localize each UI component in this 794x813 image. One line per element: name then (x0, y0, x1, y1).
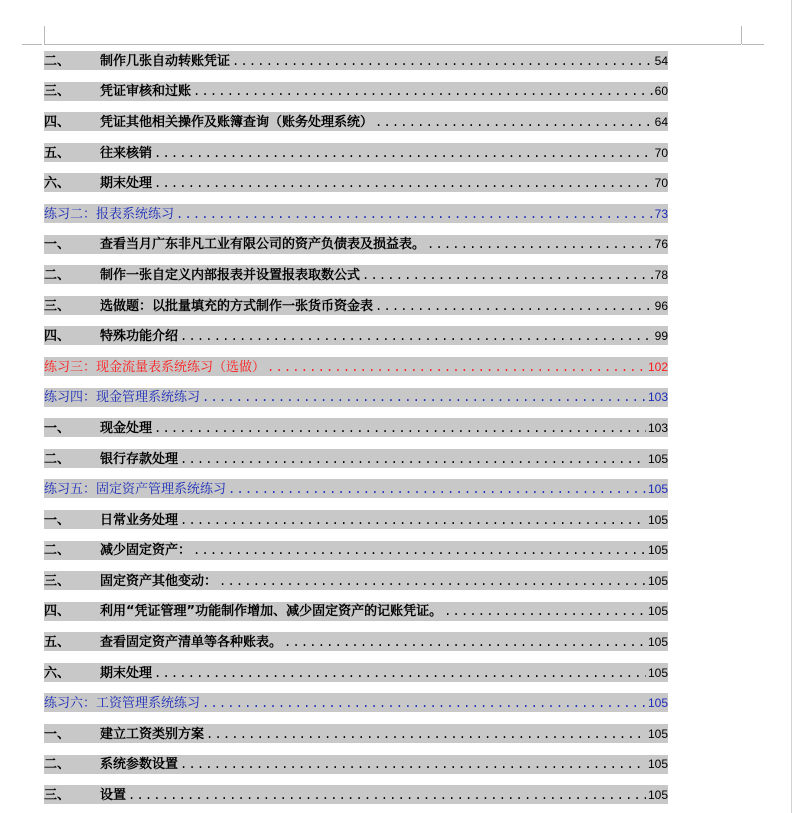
toc-entry-page-number: 105 (647, 604, 668, 619)
dot-leader (180, 327, 653, 346)
toc-entry-title: 练习三：现金流量表系统练习（选做） (44, 359, 266, 375)
toc-entry-title: 日常业务处理 (100, 512, 179, 528)
dot-leader (206, 725, 646, 744)
toc-entry[interactable] (44, 231, 668, 262)
toc-entry[interactable] (44, 139, 668, 170)
dot-leader (444, 602, 646, 621)
table-of-contents (44, 47, 668, 812)
toc-entry[interactable] (44, 537, 668, 568)
toc-entry-page-number: 73 (654, 206, 668, 221)
toc-entry-title: 期末处理 (100, 176, 153, 192)
dot-leader (202, 694, 646, 713)
toc-entry-page-number: 96 (654, 298, 668, 313)
dot-leader (219, 572, 646, 591)
toc-entry-number: 二、 (44, 757, 71, 773)
header-margin-line-left (22, 44, 42, 45)
toc-entry-page-number: 105 (647, 726, 668, 741)
toc-entry-title: 练习五：固定资产管理系统练习 (44, 482, 227, 498)
toc-entry-title: 凭证其他相关操作及账簿查询（账务处理系统） (100, 114, 374, 130)
dot-leader (180, 450, 646, 469)
dot-leader (154, 144, 653, 163)
toc-entry-page-number: 76 (654, 237, 668, 252)
dot-leader (193, 82, 653, 101)
toc-entry-title: 特殊功能介绍 (100, 329, 179, 345)
toc-entry-title: 银行存款处理 (100, 451, 179, 467)
toc-entry[interactable] (44, 108, 668, 139)
toc-entry-title: 练习二：报表系统练习 (44, 206, 175, 222)
toc-entry-title: 建立工资类别方案 (100, 726, 205, 742)
dot-leader (180, 755, 646, 774)
toc-entry-title: 查看当月广东非凡工业有限公司的资产负债表及损益表。 (100, 237, 426, 253)
toc-entry-number: 一、 (44, 237, 71, 253)
toc-entry-title: 练习四：现金管理系统练习 (44, 390, 201, 406)
toc-entry-number: 五、 (44, 145, 71, 161)
toc-entry-title: 查看固定资产清单等各种账表。 (100, 635, 283, 651)
toc-entry[interactable] (44, 628, 668, 659)
toc-entry-title: 练习六：工资管理系统练习 (44, 696, 201, 712)
toc-entry[interactable] (44, 506, 668, 537)
toc-entry-number: 一、 (44, 512, 71, 528)
toc-entry-title: 现金处理 (100, 420, 153, 436)
dot-leader (375, 113, 653, 132)
toc-entry[interactable] (44, 414, 668, 445)
toc-entry[interactable] (44, 78, 668, 109)
toc-entry-title: 固定资产其他变动： (100, 573, 218, 589)
toc-entry[interactable] (44, 353, 668, 384)
toc-entry-page-number: 105 (647, 757, 668, 772)
toc-entry-title: 系统参数设置 (100, 757, 179, 773)
toc-entry[interactable] (44, 292, 668, 323)
toc-entry-number: 三、 (44, 298, 71, 314)
toc-entry-page-number: 78 (654, 267, 668, 282)
toc-entry[interactable] (44, 659, 668, 690)
toc-entry[interactable] (44, 720, 668, 751)
toc-entry-page-number: 102 (647, 359, 668, 374)
toc-entry[interactable] (44, 445, 668, 476)
toc-entry-page-number: 70 (654, 176, 668, 191)
toc-entry-number: 二、 (44, 267, 71, 283)
toc-entry[interactable] (44, 169, 668, 200)
dot-leader (284, 633, 646, 652)
toc-entry-number: 一、 (44, 726, 71, 742)
toc-entry-number: 四、 (44, 604, 71, 620)
toc-entry-number: 二、 (44, 543, 71, 559)
toc-entry[interactable] (44, 475, 668, 506)
dot-leader (375, 297, 653, 316)
toc-entry-page-number: 105 (647, 512, 668, 527)
dot-leader (267, 358, 646, 377)
dot-leader (362, 266, 653, 285)
toc-entry[interactable] (44, 567, 668, 598)
toc-entry-title: 制作一张自定义内部报表并设置报表取数公式 (100, 267, 361, 283)
toc-entry-page-number: 105 (647, 696, 668, 711)
toc-entry-page-number: 64 (654, 114, 668, 129)
toc-entry-number: 一、 (44, 420, 71, 436)
toc-entry-title: 减少固定资产： (100, 543, 192, 559)
toc-entry[interactable] (44, 47, 668, 78)
crop-mark-right (741, 26, 742, 44)
toc-entry-page-number: 103 (647, 390, 668, 405)
header-margin-line (44, 44, 741, 45)
toc-entry[interactable] (44, 598, 668, 629)
toc-entry-title: 选做题：以批量填充的方式制作一张货币资金表 (100, 298, 374, 314)
toc-entry-page-number: 105 (647, 573, 668, 588)
toc-entry-title: 制作几张自动转账凭证 (100, 53, 231, 69)
toc-entry-number: 三、 (44, 84, 71, 100)
toc-entry-number: 三、 (44, 788, 71, 804)
toc-entry-page-number: 70 (654, 145, 668, 160)
toc-entry-page-number: 60 (654, 84, 668, 99)
toc-entry-page-number: 99 (654, 329, 668, 344)
toc-entry-title: 期末处理 (100, 665, 153, 681)
dot-leader (154, 664, 646, 683)
toc-entry-page-number: 105 (647, 543, 668, 558)
dot-leader (228, 480, 646, 499)
toc-entry[interactable] (44, 689, 668, 720)
dot-leader (154, 174, 653, 193)
toc-entry-number: 六、 (44, 665, 71, 681)
toc-entry-page-number: 105 (647, 482, 668, 497)
toc-entry-title: 往来核销 (100, 145, 153, 161)
dot-leader (193, 541, 646, 560)
toc-entry-page-number: 103 (647, 420, 668, 435)
toc-entry[interactable] (44, 384, 668, 415)
toc-entry-title: 凭证审核和过账 (100, 84, 192, 100)
toc-entry-page-number: 105 (647, 451, 668, 466)
toc-entry-page-number: 105 (647, 635, 668, 650)
dot-leader (154, 419, 646, 438)
crop-mark-left (44, 26, 45, 44)
toc-entry-number: 六、 (44, 176, 71, 192)
dot-leader (427, 235, 653, 254)
toc-entry-number: 二、 (44, 53, 71, 69)
toc-entry-number: 四、 (44, 114, 71, 130)
toc-entry-number: 四、 (44, 329, 71, 345)
toc-entry[interactable] (44, 200, 668, 231)
toc-entry-number: 三、 (44, 573, 71, 589)
toc-entry-number: 二、 (44, 451, 71, 467)
dot-leader (202, 388, 646, 407)
dot-leader (232, 52, 653, 71)
dot-leader (180, 511, 646, 530)
dot-leader (128, 786, 646, 805)
page-edge (791, 0, 792, 813)
toc-entry-page-number: 54 (654, 53, 668, 68)
dot-leader (176, 205, 653, 224)
header-margin-line-right (742, 44, 764, 45)
toc-entry[interactable] (44, 261, 668, 292)
toc-entry[interactable] (44, 781, 668, 812)
toc-entry[interactable] (44, 322, 668, 353)
toc-entry-title: 设置 (100, 788, 127, 804)
toc-entry[interactable] (44, 751, 668, 782)
toc-entry-title: 利用“凭证管理”功能制作增加、减少固定资产的记账凭证。 (100, 604, 443, 620)
toc-entry-page-number: 105 (647, 665, 668, 680)
toc-entry-number: 五、 (44, 635, 71, 651)
toc-entry-page-number: 105 (647, 788, 668, 803)
